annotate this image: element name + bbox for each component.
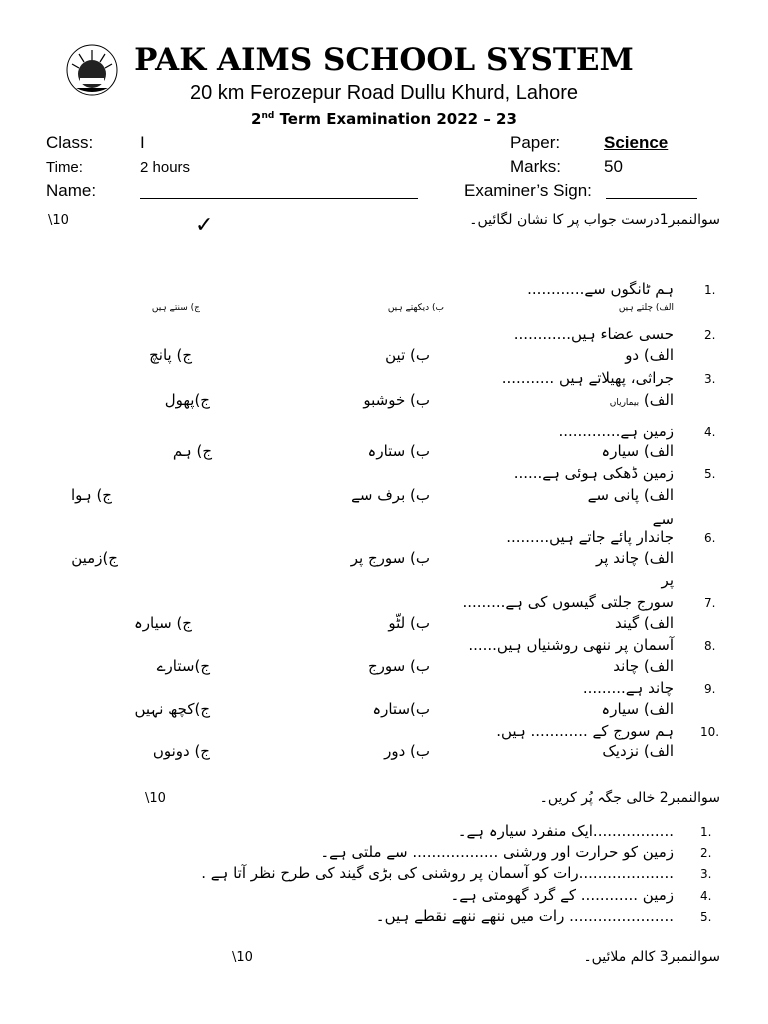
marks-label: Marks: — [510, 157, 561, 176]
q1-option-a-wrap: پر — [661, 571, 674, 589]
q2-item-text: زمین ............ کے گرد گھومتی ہے۔ — [450, 886, 674, 904]
q1-item-number: 7. — [704, 596, 716, 610]
q2-item-number: 5. — [700, 910, 712, 924]
checkmark-icon: ✓ — [195, 213, 214, 238]
q1-option-c: ج) سنتے ہیں — [151, 303, 200, 313]
q2-item-number: 2. — [700, 846, 712, 860]
q2-item-text: ...................... رات میں ننھے ننھے نقطے ہیں۔ — [375, 907, 674, 925]
q1-option-a: الف) گیند — [615, 614, 674, 632]
q1-item-number: 10. — [700, 725, 720, 739]
q2-item-number: 4. — [700, 889, 712, 903]
q1-option-a: الف) چاند پر — [596, 549, 674, 567]
q1-option-c: ج)زمین — [71, 549, 118, 567]
q1-item-question: سورج جلتی گیسوں کی ہے......... — [462, 593, 674, 611]
examiner-sign-line — [606, 198, 697, 199]
q1-option-b: ب) تین — [385, 346, 430, 364]
q1-option-b: ب)ستارہ — [372, 700, 430, 718]
q1-option-a: الف) نزدیک — [602, 742, 674, 760]
time-label: Time: — [46, 159, 83, 176]
q1-option-b: ب) برف سے — [351, 486, 430, 504]
name-field-line — [140, 198, 418, 199]
q1-option-a: الف) پانی سے — [587, 486, 674, 504]
q1-option-b: ب) ستارہ — [367, 442, 430, 460]
q1-option-a: الف) سیارہ — [601, 442, 674, 460]
q1-item-question: حسی عضاء ہیں............ — [513, 325, 674, 343]
q3-title: سوالنمبر3 کالم ملائیں۔ — [583, 949, 720, 965]
class-label: Class: — [46, 133, 94, 152]
q1-item-question: آسمان پر ننھی روشنیاں ہیں...... — [468, 636, 674, 654]
q2-item-text: .................ایک منفرد سیارہ ہے۔ — [457, 822, 674, 840]
q1-item-question: چاند ہے......... — [582, 679, 674, 697]
q1-option-c: ج) دونوں — [152, 742, 210, 760]
class-value: I — [140, 133, 145, 152]
q1-option-c: ج) ہم — [172, 442, 212, 460]
q1-option-c: ج)کچھ نہیں — [134, 700, 210, 718]
term-title: 2nd Term Examination 2022 – 23 — [251, 110, 517, 128]
q1-option-c: ج) ہوا — [70, 486, 112, 504]
time-value: 2 hours — [140, 159, 191, 176]
q1-option-b: ب) خوشبو — [363, 391, 430, 409]
q1-option-a: الف) چاند — [613, 657, 674, 675]
school-address: 20 km Ferozepur Road Dullu Khurd, Lahore — [190, 82, 578, 104]
paper-label: Paper: — [510, 133, 561, 152]
q2-item-number: 1. — [700, 825, 712, 839]
q1-option-a: الف) سیارہ — [601, 700, 674, 718]
q1-item-question: زمین ڈھکی ہوئی ہے...... — [513, 464, 674, 482]
q2-title: سوالنمبر2 خالی جگہ پُر کریں۔ — [539, 790, 720, 806]
q1-item-number: 9. — [704, 682, 716, 696]
q2-item-text: زمین کو حرارت اور ورشنی .................. سے ملتی ہے۔ — [320, 843, 674, 861]
q1-item-question: ہم ٹانگوں سے............ — [527, 280, 674, 298]
paper-value: Science — [604, 133, 669, 152]
q1-option-c: ج)ستارے — [156, 657, 210, 675]
q2-item-number: 3. — [700, 867, 712, 881]
q1-option-a: الف) دو — [625, 346, 674, 364]
marks-value: 50 — [604, 157, 623, 176]
q1-item-number: 1. — [704, 283, 716, 297]
q1-item-question: جراثی، پھیلاتے ہیں ........... — [501, 369, 674, 387]
q1-option-b: ب) دیکھتے ہیں — [387, 303, 444, 313]
q1-item-number: 2. — [704, 328, 716, 342]
examiner-sign-label: Examiner’s Sign: — [464, 181, 592, 200]
q1-item-number: 3. — [704, 372, 716, 386]
q1-option-b: ب) لٹّو — [388, 614, 430, 632]
q1-item-number: 8. — [704, 639, 716, 653]
q1-item-question: زمین ہے............. — [558, 422, 674, 440]
q1-item-number: 4. — [704, 425, 716, 439]
q1-item-number: 6. — [704, 531, 716, 545]
q2-item-text: ....................رات کو آسمان پر روشنی کی بڑی گیند کی طرح نظر آتا ہے . — [201, 864, 674, 882]
q1-option-b: ب) سورج پر — [350, 549, 430, 567]
q1-option-b: ب) دور — [384, 742, 430, 760]
q1-option-c: ج) پانچ — [149, 346, 192, 364]
q1-option-c: ج) سیارہ — [133, 614, 192, 632]
q2-marks: \10 — [145, 791, 166, 806]
name-label: Name: — [46, 181, 97, 200]
q1-item-question: جاندار پائے جاتے ہیں......... — [506, 528, 674, 546]
q1-option-a: الف) چلتے ہیں — [618, 303, 674, 313]
school-name: PAK AIMS SCHOOL SYSTEM — [134, 42, 634, 78]
q1-option-a: الف) بیماریاں — [609, 391, 674, 409]
q1-item-question: ہم سورج کے ............ ہیں. — [496, 722, 674, 740]
q1-option-b: ب) سورج — [368, 657, 430, 675]
q1-title: سوالنمبر1درست جواب پر کا نشان لگائیں۔ — [469, 212, 720, 228]
q1-option-a-wrap: سے — [652, 510, 674, 528]
q1-item-number: 5. — [704, 467, 716, 481]
q3-marks: \10 — [232, 950, 253, 965]
q1-marks: \10 — [48, 213, 69, 228]
q1-option-c: ج)پھول — [164, 391, 210, 409]
